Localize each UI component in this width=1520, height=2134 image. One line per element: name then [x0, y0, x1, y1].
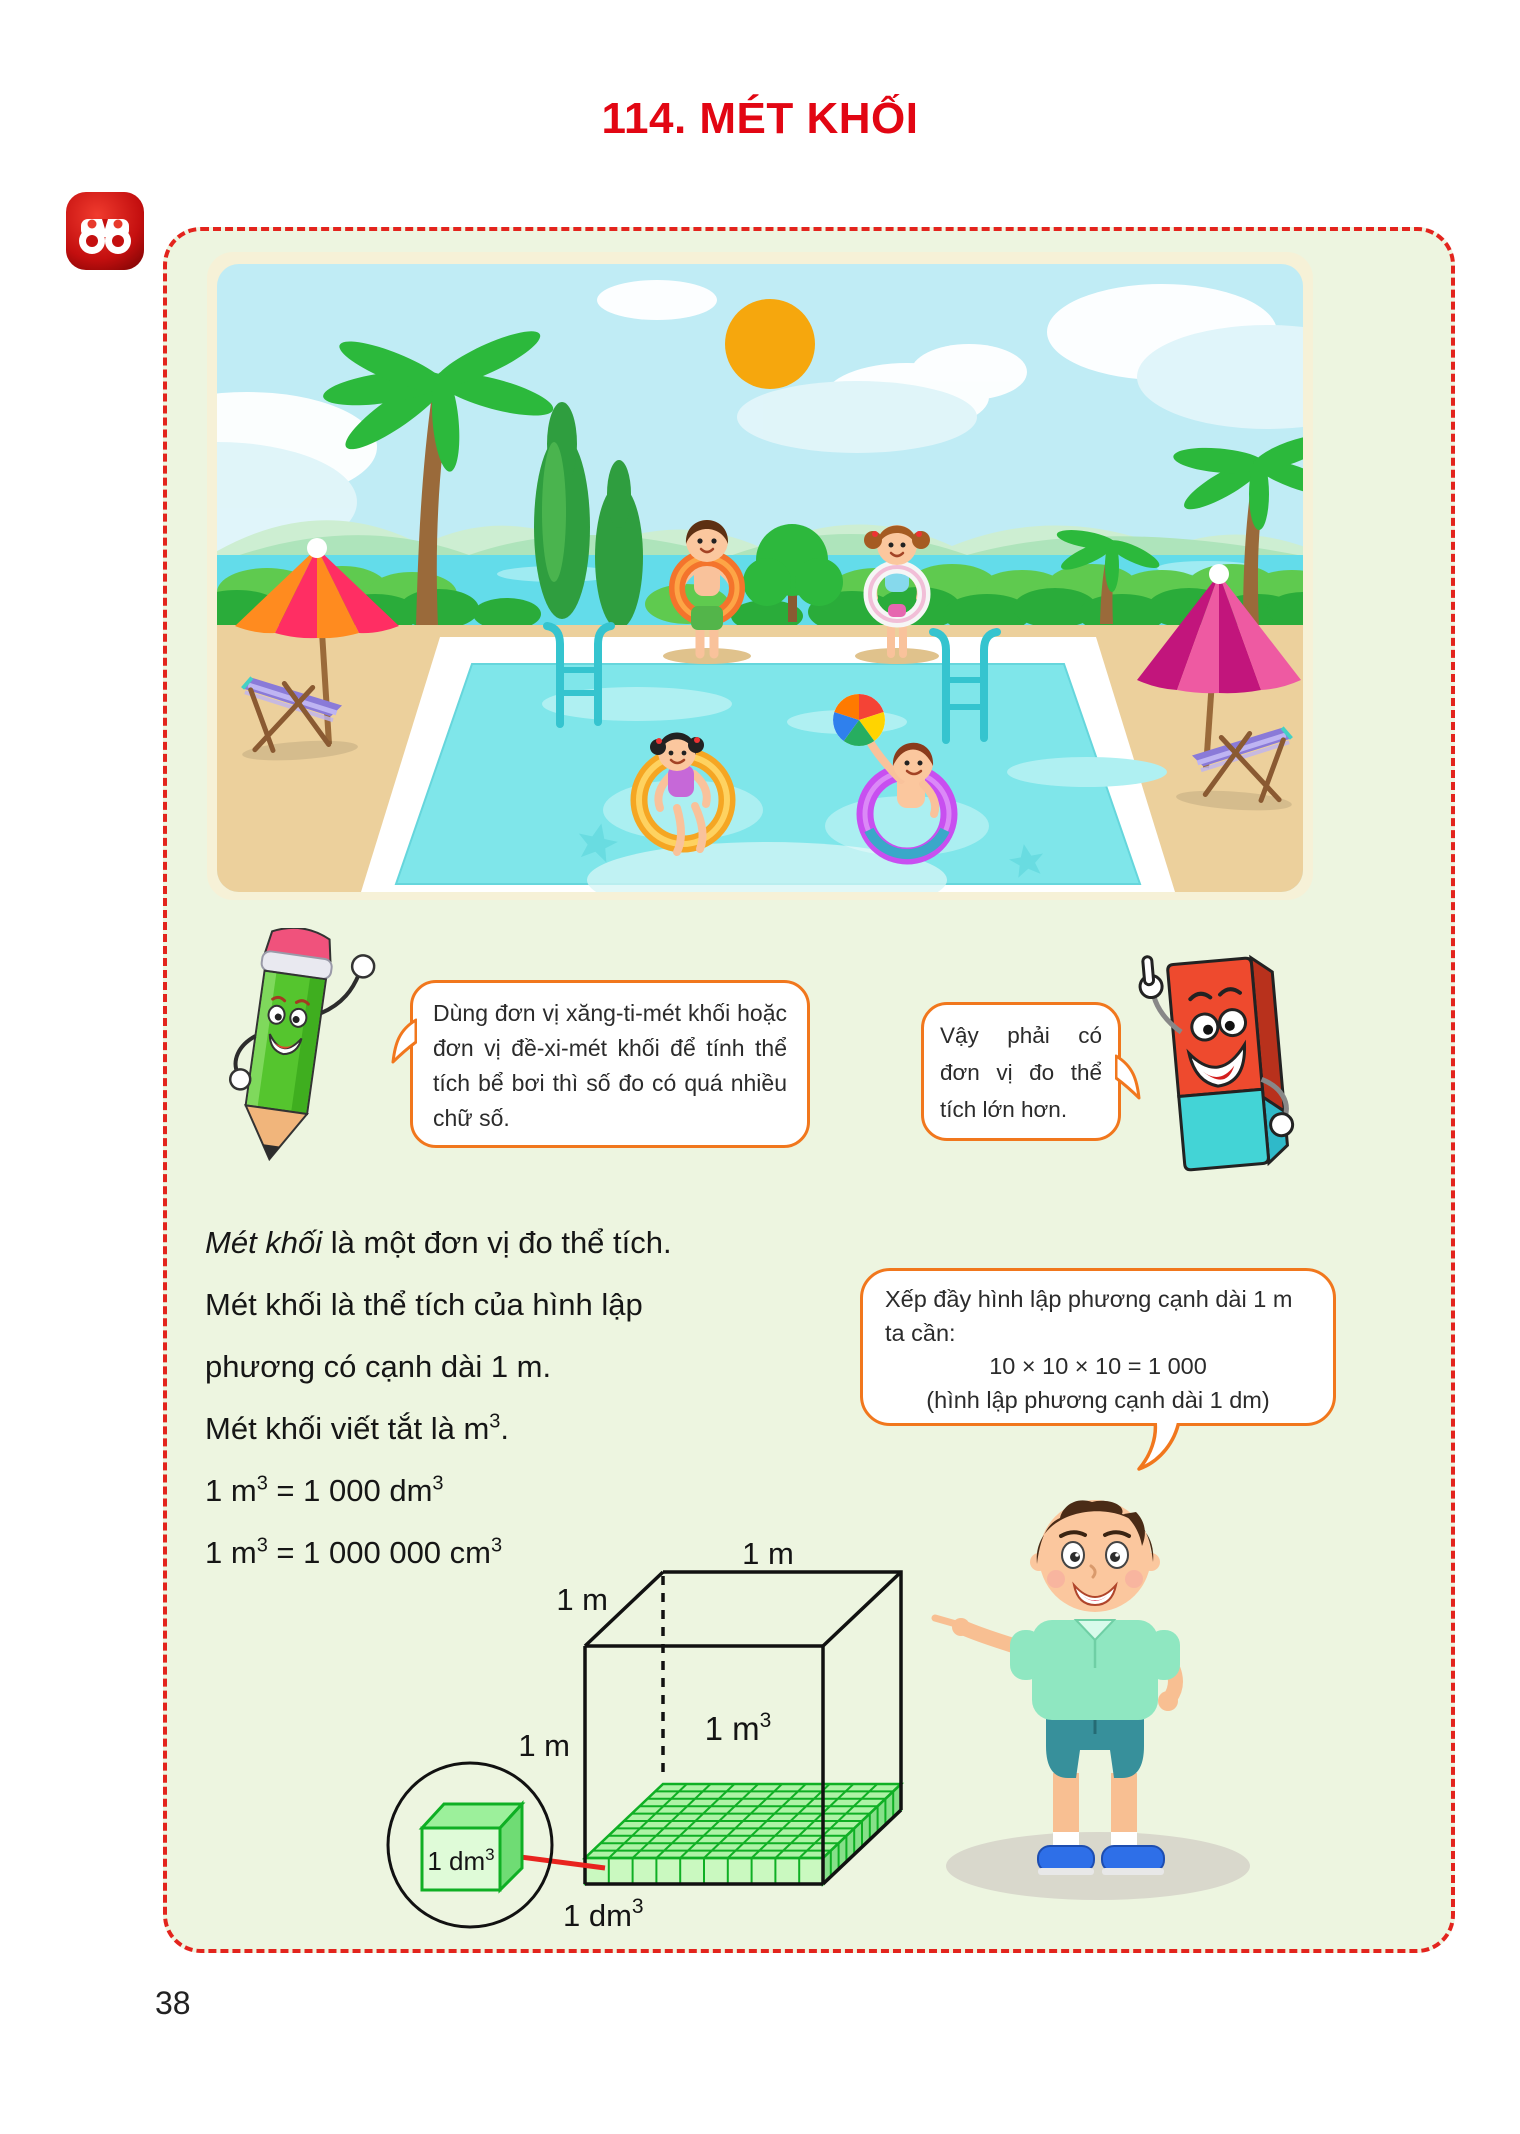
term-met-khoi: Mét khối: [205, 1225, 323, 1260]
cube-edge-label-top: 1 m: [742, 1536, 794, 1571]
eraser-speech-bubble: [921, 1002, 1121, 1141]
eraser-character: [1118, 933, 1323, 1198]
dm-unit-label: 1 $dm^3$: [563, 1895, 644, 1933]
lesson-line: [205, 1274, 845, 1336]
bubble-tail-left: [391, 1017, 417, 1065]
formula-part: = 1 000 000 cm: [267, 1535, 491, 1570]
inset-label: 1 $dm^3$: [427, 1845, 495, 1876]
pencil-speech-bubble: [410, 980, 810, 1148]
cube-volume-label: 1 $m^3$: [704, 1709, 772, 1747]
pool-scene-illustration: [207, 252, 1313, 900]
boy-speech-line4: (hình lập phương cạnh dài 1 dm): [926, 1386, 1270, 1413]
boy-speech-line2: ta cần:: [885, 1319, 956, 1346]
pencil-speech-text: Dùng đơn vị xăng-ti-mét khối hoặc đơn vị đề-xi-mét khối để tính thể tích bể bơi thì số đo có quá nhiều chữ số.: [433, 1000, 787, 1131]
abbr-text: Mét khối viết tắt là m: [205, 1411, 490, 1446]
pool: [361, 626, 1175, 900]
formula-part: 1 m: [205, 1473, 257, 1508]
boy-speech-bubble: [860, 1268, 1336, 1426]
boy-speech-line1: Xếp đầy hình lập phương cạnh dài 1 m: [885, 1286, 1293, 1312]
sup-3: 3: [256, 1534, 268, 1557]
page-title: 114. MÉT KHỐI: [601, 94, 919, 143]
boy-shadow: [946, 1832, 1250, 1900]
formula-part: 1 m: [205, 1535, 257, 1570]
boy-character: [928, 1438, 1263, 1903]
dm-cube-inset: [388, 1763, 552, 1927]
dm-cube-layer: [585, 1784, 901, 1884]
eraser-speech-text: Vậy phải có đơn vị đo thể tích lớn hơn.: [940, 1023, 1102, 1122]
sun: [725, 299, 815, 389]
beach-ball: [833, 694, 885, 746]
sup-3: 3: [489, 1410, 501, 1433]
lesson-line-text: Mét khối là thể tích của hình lập: [205, 1287, 643, 1322]
lesson-line-text: phương có cạnh dài 1 m.: [205, 1349, 552, 1384]
lesson-line: [205, 1336, 845, 1398]
pencil-character: [168, 928, 403, 1183]
formula-part: = 1 000 dm: [267, 1473, 433, 1508]
abbr-period: .: [500, 1411, 510, 1446]
cube-edge-label-left: 1 m: [518, 1728, 570, 1763]
cubic-meter-figure: [290, 1528, 1010, 1940]
formula-dm: [205, 1460, 845, 1522]
definition-rest: là một đơn vị đo thể tích.: [322, 1225, 672, 1260]
sup-3: 3: [432, 1472, 444, 1495]
binoculars-icon: [66, 192, 144, 270]
definition-line: [205, 1212, 845, 1274]
page-number: 38: [155, 1985, 191, 2021]
sup-3: 3: [491, 1534, 503, 1557]
cube-edge-label-slant: 1 m: [556, 1582, 608, 1617]
sup-3: 3: [256, 1472, 268, 1495]
boy-speech-line3: 10 × 10 × 10 = 1 000: [989, 1353, 1207, 1379]
abbreviation-line: [205, 1398, 845, 1460]
